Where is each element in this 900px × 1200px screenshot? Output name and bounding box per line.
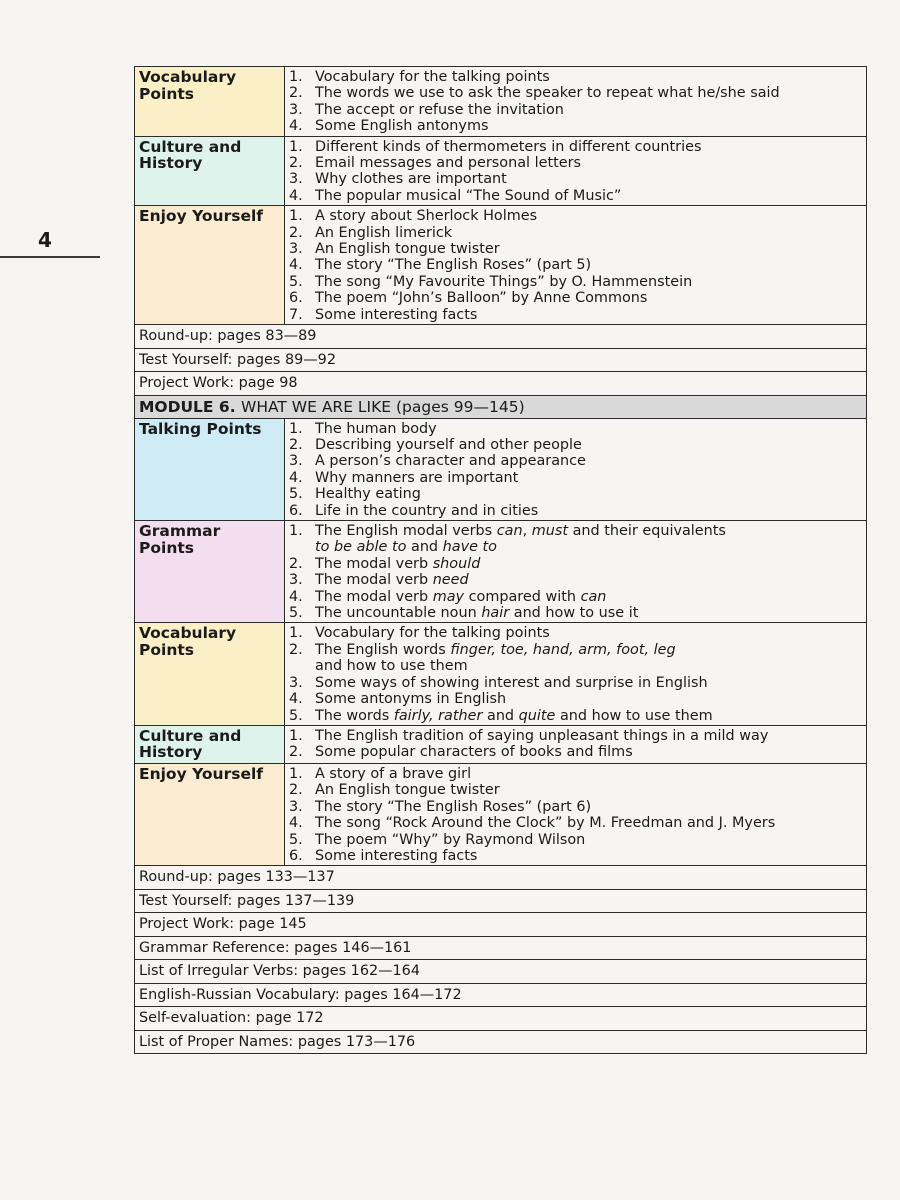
table-row: [134, 960, 867, 984]
list-item: 6. The poem “John’s Balloon” by Anne Commons: [289, 290, 648, 307]
list-item: 3. An English tongue twister: [289, 241, 500, 258]
table-row: [134, 137, 867, 207]
grammar-reference-ref: Grammar Reference: pages 146—161: [139, 939, 412, 956]
vocabulary-ref: English-Russian Vocabulary: pages 164—172: [139, 986, 462, 1003]
list-item: 1. A story of a brave girl: [289, 765, 472, 782]
side-divider: [0, 256, 100, 258]
table-row: [134, 913, 867, 937]
list-item: 2. An English tongue twister: [289, 782, 500, 799]
list-item: 2. Email messages and personal letters: [289, 155, 582, 172]
list-item: 4. The story “The English Roses” (part 5): [289, 257, 592, 274]
item-list: [285, 521, 866, 622]
list-item: 3. Why clothes are important: [289, 171, 507, 188]
list-item: 3. The story “The English Roses” (part 6): [289, 798, 592, 815]
test-yourself-ref: Test Yourself: pages 89—92: [139, 351, 336, 368]
category-cell: Vocabulary Points: [135, 623, 285, 724]
list-item: 4. The popular musical “The Sound of Music”: [289, 187, 622, 204]
list-item: 4. Some English antonyms: [289, 118, 489, 135]
table-row: [134, 206, 867, 325]
list-item: 6. Some interesting facts: [289, 847, 478, 864]
item-list: [285, 764, 866, 865]
list-item: 5. The words fairly, rather and quite and how to use them: [289, 707, 713, 724]
list-item: 6. Life in the country and in cities: [289, 502, 539, 519]
list-item: 1. Vocabulary for the talking points: [289, 69, 550, 85]
item-list: [285, 623, 866, 724]
category-cell: Enjoy Yourself: [135, 764, 285, 865]
list-item: 4. The song “Rock Around the Clock” by M. Freedman and J. Myers: [289, 815, 776, 832]
list-item: 4. The modal verb may compared with can: [289, 588, 607, 605]
list-item: 1. A story about Sherlock Holmes: [289, 208, 538, 225]
round-up-ref: Round-up: pages 83—89: [139, 328, 317, 345]
table-row: [134, 623, 867, 725]
list-item: 1. The human body: [289, 420, 437, 437]
list-item: 4. Why manners are important: [289, 469, 519, 486]
category-cell: Culture and History: [135, 137, 285, 206]
project-work-ref: Project Work: page 98: [139, 375, 298, 392]
table-row: [134, 890, 867, 914]
proper-names-ref: List of Proper Names: pages 173—176: [139, 1033, 416, 1050]
book-guide-table: [134, 66, 867, 1054]
table-row: [134, 521, 867, 623]
list-item: 3. The modal verb need: [289, 572, 469, 589]
list-item: 2. Some popular characters of books and films: [289, 744, 633, 761]
item-list: [285, 419, 866, 520]
list-item: 5. Healthy eating: [289, 486, 421, 503]
list-item: 1. The English tradition of saying unpleasant things in a mild way: [289, 727, 769, 744]
round-up-ref: Round-up: pages 133—137: [139, 869, 335, 886]
table-row: [134, 66, 867, 137]
table-row: [134, 764, 867, 866]
test-yourself-ref: Test Yourself: pages 137—139: [139, 892, 355, 909]
list-item: 5. The poem “Why” by Raymond Wilson: [289, 831, 586, 848]
item-list: [285, 137, 866, 206]
category-cell: Grammar Points: [135, 521, 285, 622]
table-row: [134, 372, 867, 396]
list-item: 2. The words we use to ask the speaker to repeat what he/she said: [289, 85, 780, 102]
list-item: 1. Vocabulary for the talking points: [289, 625, 550, 642]
table-row: [134, 866, 867, 890]
table-row: [134, 419, 867, 521]
category-cell: Talking Points: [135, 419, 285, 520]
table-row: [134, 726, 867, 764]
list-item: 3. Some ways of showing interest and surprise in English: [289, 674, 708, 691]
list-item: 7. Some interesting facts: [289, 306, 478, 323]
category-cell: Enjoy Yourself: [135, 206, 285, 324]
list-item: 4. Some antonyms in English: [289, 691, 507, 708]
table-row: [134, 984, 867, 1008]
table-row: [134, 1031, 867, 1055]
table-row: [134, 349, 867, 373]
list-item: 5. The song “My Favourite Things” by O. Hammenstein: [289, 273, 693, 290]
module-heading: MODULE 6. WHAT WE ARE LIKE (pages 99—145): [135, 396, 866, 418]
list-item: 2. Describing yourself and other people: [289, 437, 582, 453]
item-list: [285, 726, 866, 763]
list-item: 2. An English limerick: [289, 224, 453, 241]
list-item: 3. A person’s character and appearance: [289, 453, 586, 470]
list-item: 5. The uncountable noun hair and how to use it: [289, 605, 639, 622]
self-evaluation-ref: Self-evaluation: page 172: [139, 1010, 324, 1027]
item-list: [285, 67, 866, 136]
table-row: [134, 1007, 867, 1031]
category-cell: Vocabulary Points: [135, 67, 285, 136]
page-number: 4: [38, 228, 52, 252]
table-row: [134, 325, 867, 349]
irregular-verbs-ref: List of Irregular Verbs: pages 162—164: [139, 963, 420, 980]
list-item: 1. Different kinds of thermometers in different countries: [289, 138, 702, 155]
item-list: [285, 206, 866, 324]
table-row: [134, 937, 867, 961]
list-item: 1. The English modal verbs can, must and their equivalents to be able to and have to: [289, 523, 726, 556]
list-item: 3. The accept or refuse the invitation: [289, 101, 564, 118]
list-item: 2. The modal verb should: [289, 555, 481, 572]
category-cell: Culture and History: [135, 726, 285, 763]
module-heading-row: [134, 396, 867, 419]
list-item: 2. The English words finger, toe, hand, arm, foot, leg and how to use them: [289, 641, 676, 675]
project-work-ref: Project Work: page 145: [139, 916, 307, 933]
